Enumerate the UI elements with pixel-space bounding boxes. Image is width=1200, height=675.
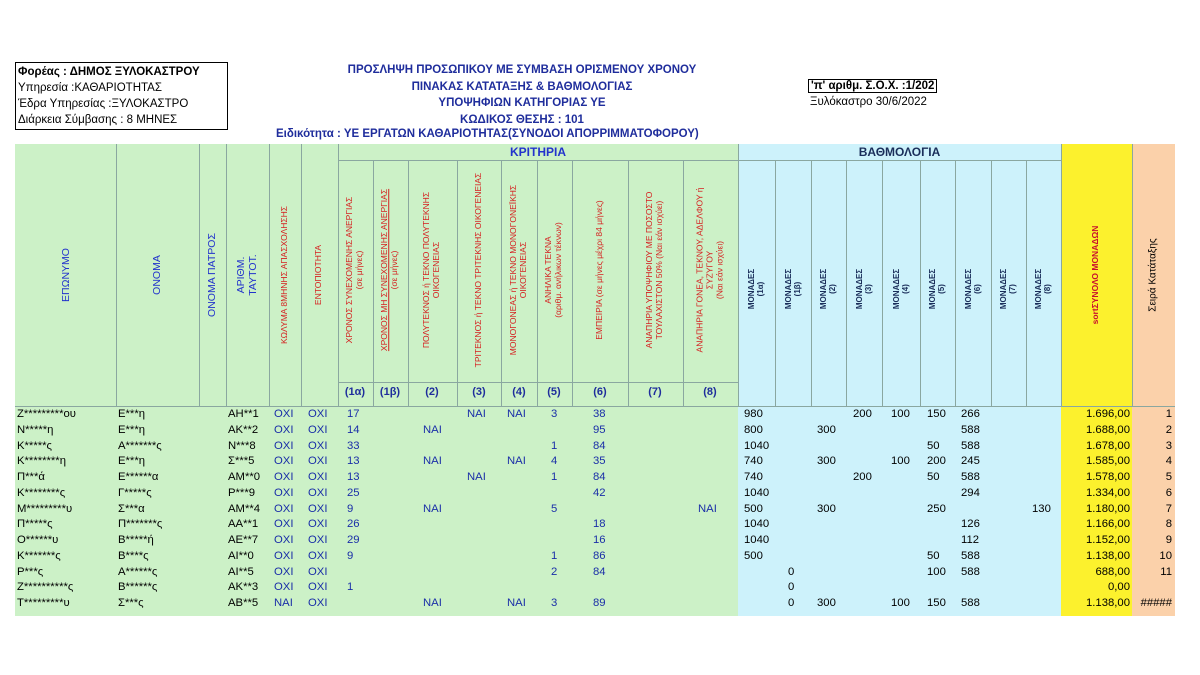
sox-number: 'π' αριθμ. Σ.Ο.Χ. :1/202 <box>808 79 937 93</box>
cell-name: Α*******ς <box>118 439 162 452</box>
cell-c8: ΝΑΙ <box>698 502 717 515</box>
header-line-2: ΠΙΝΑΚΑΣ ΚΑΤΑΤΑΞΗΣ & ΒΑΘΜΟΛΟΓΙΑΣ <box>411 80 633 93</box>
cell-u4: 100 <box>891 408 910 420</box>
units-num-4: (4) <box>901 284 910 294</box>
cell-rank: 11 <box>1160 565 1172 578</box>
cell-name: Ε***η <box>118 408 146 420</box>
cell-total: 688,00 <box>1095 565 1130 578</box>
cell-u1a: 500 <box>744 502 763 515</box>
cell-work: ΟΧΙ <box>274 486 294 499</box>
col-units-5 <box>928 269 946 309</box>
table-row <box>15 580 1175 596</box>
units-num-7: (7) <box>1008 284 1017 294</box>
cell-local: ΟΧΙ <box>308 565 328 578</box>
cell-c6: 89 <box>593 597 606 609</box>
cell-surname: Π***ά <box>17 471 45 483</box>
cell-c1a: 1 <box>347 581 354 594</box>
cell-u1b: 0 <box>788 581 795 594</box>
cell-local: ΟΧΙ <box>308 471 328 483</box>
cell-id: ΑΕ**7 <box>228 534 259 546</box>
cell-local: ΟΧΙ <box>308 549 328 562</box>
col-7-line2: ΤΟΥΛΑΧΙΣΤΟΝ 50% (Ναι εάν ισχύει) <box>654 200 664 340</box>
cell-u6: 245 <box>961 455 980 468</box>
cell-total: 1.585,00 <box>1086 455 1130 468</box>
cell-name: Ε***η <box>118 455 146 468</box>
cell-u5: 150 <box>927 597 946 609</box>
crit-num-8: (8) <box>703 386 717 398</box>
units-num-3: (3) <box>864 284 873 294</box>
cell-u6: 294 <box>961 486 980 499</box>
cell-u6: 588 <box>961 549 980 562</box>
cell-total: 1.152,00 <box>1086 534 1130 546</box>
col-2-line1: ΠΟΛΥΤΕΚΝΟΣ ή ΤΕΚΝΟ ΠΟΛΥΤΕΚΝΗΣ <box>421 191 432 349</box>
cell-c5: 3 <box>551 408 558 420</box>
cell-u5: 200 <box>927 455 946 468</box>
col-7 <box>645 192 665 349</box>
cell-name: Γ*****ς <box>118 486 152 499</box>
cell-u1a: 1040 <box>744 534 770 546</box>
cell-surname: Ο******υ <box>17 534 59 546</box>
cell-rank: 7 <box>1165 502 1172 515</box>
cell-c1a: 13 <box>347 471 360 483</box>
cell-c1a: 14 <box>347 423 360 436</box>
cell-c5: 4 <box>551 455 558 468</box>
cell-c1a: 13 <box>347 455 360 468</box>
header-line-1: ΠΡΟΣΛΗΨΗ ΠΡΟΣΩΠΙΚΟΥ ΜΕ ΣΥΜΒΑΣΗ ΟΡΙΣΜΕΝΟΥ ΧΡΟΝΟΥ <box>347 64 697 76</box>
cell-u6: 588 <box>961 423 980 436</box>
crit-num-3: (3) <box>472 386 486 398</box>
cell-id: ΑΑ**1 <box>228 518 259 531</box>
units-label-1a: ΜΟΝΑΔΕΣ <box>746 268 756 310</box>
cell-u6: 266 <box>961 408 980 420</box>
col-5-line1: ΑΝΗΛΙΚΑ ΤΕΚΝΑ <box>543 236 554 304</box>
cell-surname: Μ*********υ <box>17 502 73 515</box>
cell-surname: Κ********ς <box>17 486 66 499</box>
cell-c6: 35 <box>593 455 606 468</box>
col-3: ΤΡΙΤΕΚΝΟΣ ή ΤΕΚΝΟ ΤΡΙΤΕΚΝΗΣ ΟΙΚΟΓΕΝΕΙΑΣ <box>473 172 484 368</box>
cell-rank: 2 <box>1165 423 1172 436</box>
cell-c1a: 33 <box>347 439 360 452</box>
crit-num-2: (2) <box>425 386 439 398</box>
cell-c1a: 9 <box>347 502 354 515</box>
cell-u6: 588 <box>961 439 980 452</box>
cell-work: ΟΧΙ <box>274 471 294 483</box>
cell-c6: 18 <box>593 518 606 531</box>
col-units-1a <box>747 269 765 309</box>
cell-c5: 5 <box>551 502 558 515</box>
cell-u8: 130 <box>1032 502 1051 515</box>
cell-work: ΟΧΙ <box>274 502 294 515</box>
cell-surname: Κ********η <box>17 455 66 468</box>
ranking-table <box>15 144 1175 616</box>
specialty-title: Ειδικότητα : ΥΕ ΕΡΓΑΤΩΝ ΚΑΘΑΡΙΟΤΗΤΑΣ(ΣΥΝΟΔΟΙ ΑΠΟΡΡΙΜΜΑΤΟΦΟΡΟΥ) <box>276 128 699 140</box>
cell-local: ΟΧΙ <box>308 502 328 515</box>
cell-rank: 5 <box>1165 471 1172 483</box>
cell-surname: Κ*******ς <box>17 549 61 562</box>
cell-id: ΑΚ**2 <box>228 423 259 436</box>
cell-u5: 100 <box>927 565 946 578</box>
cell-local: ΟΧΙ <box>308 534 328 546</box>
col-1b-line2: (σε μήνες) <box>389 250 399 290</box>
cell-work: ΟΧΙ <box>274 408 294 420</box>
cell-name: Β****ς <box>118 549 149 562</box>
cell-u6: 126 <box>961 518 980 531</box>
cell-c6: 16 <box>593 534 606 546</box>
cell-u2: 300 <box>817 502 836 515</box>
cell-name: Ε******α <box>118 471 159 483</box>
cell-work: ΝΑΙ <box>274 597 293 609</box>
header-line-4: ΚΩΔΙΚΟΣ ΘΕΣΗΣ : 101 <box>460 113 584 126</box>
crit-num-6: (6) <box>593 386 607 398</box>
col-5-line2: (αριθμ. ανήλικων τέκνων) <box>553 222 563 318</box>
col-locality: ΕΝΤΟΠΙΟΤΗΤΑ <box>313 244 324 306</box>
cell-id: ΑΜ**0 <box>228 471 261 483</box>
cell-c5: 3 <box>551 597 558 609</box>
cell-c6: 42 <box>593 486 606 499</box>
cell-c1a: 25 <box>347 486 360 499</box>
cell-work: ΟΧΙ <box>274 439 294 452</box>
cell-c1a: 9 <box>347 549 354 562</box>
cell-c2: ΝΑΙ <box>423 423 442 436</box>
cell-name: Β*****ή <box>118 534 154 546</box>
cell-c1a: 17 <box>347 408 360 420</box>
units-label-1b: ΜΟΝΑΔΕΣ <box>783 268 793 310</box>
col-5 <box>544 222 564 318</box>
cell-u1b: 0 <box>788 597 795 609</box>
cell-id: ΑΙ**5 <box>228 565 254 578</box>
table-row <box>15 565 1175 581</box>
cell-local: ΟΧΙ <box>308 455 328 468</box>
crit-num-7: (7) <box>648 386 662 398</box>
cell-total: 1.334,00 <box>1086 486 1130 499</box>
cell-name: Σ***α <box>118 502 145 515</box>
cell-c6: 95 <box>593 423 606 436</box>
col-total: sortΣΥΝΟΛΟ ΜΟΝΑΔΩΝ <box>1090 225 1101 325</box>
cell-local: ΟΧΙ <box>308 597 328 609</box>
document-date: Ξυλόκαστρο 30/6/2022 <box>810 96 927 108</box>
cell-local: ΟΧΙ <box>308 423 328 436</box>
numbers-line <box>338 382 738 383</box>
cell-c2: ΝΑΙ <box>423 455 442 468</box>
col-work-block: ΚΩΛΥΜΑ 8ΜΗΝΗΣ ΑΠΑΣΧΟΛΗΣΗΣ <box>279 205 290 345</box>
col-units-7 <box>999 269 1017 309</box>
cell-u5: 50 <box>927 471 940 483</box>
cell-id: Ρ***9 <box>228 486 256 499</box>
units-num-8: (8) <box>1043 284 1052 294</box>
cell-u1a: 500 <box>744 549 763 562</box>
col-units-1b <box>784 269 802 309</box>
cell-c4: ΝΑΙ <box>507 455 526 468</box>
cell-c5: 1 <box>551 471 558 483</box>
header-center <box>348 62 697 128</box>
cell-id: Ν***8 <box>228 439 256 452</box>
cell-id: ΑΚ**3 <box>228 581 259 594</box>
col-units-6 <box>964 269 982 309</box>
cell-work: ΟΧΙ <box>274 423 294 436</box>
col-rank: Σειρά Κατάταξης <box>1147 238 1159 312</box>
units-num-2: (2) <box>828 284 837 294</box>
cell-id: ΑΜ**4 <box>228 502 261 515</box>
col-id-line1: ΑΡΙΘΜ. <box>234 256 247 294</box>
col-8-line1: ΑΝΑΠΗΡΙΑ ΓΟΝΕΑ, ΤΕΚΝΟΥ, ΑΔΕΛΦΟΥ ή <box>694 187 705 353</box>
units-num-1a: (1α) <box>756 281 765 297</box>
cell-work: ΟΧΙ <box>274 565 294 578</box>
cell-c2: ΝΑΙ <box>423 597 442 609</box>
cell-name: Σ***ς <box>118 597 144 609</box>
cell-u5: 50 <box>927 549 940 562</box>
cell-u2: 300 <box>817 423 836 436</box>
crit-num-4: (4) <box>512 386 526 398</box>
cell-work: ΟΧΙ <box>274 549 294 562</box>
cell-rank: 8 <box>1165 518 1172 531</box>
cell-c5: 2 <box>551 565 558 578</box>
cell-u5: 150 <box>927 408 946 420</box>
seat-label: Έδρα Υπηρεσίας :ΞΥΛΟΚΑΣΤΡΟ <box>18 98 189 110</box>
cell-c4: ΝΑΙ <box>507 408 526 420</box>
cell-total: 1.138,00 <box>1086 597 1130 609</box>
cell-rank: 6 <box>1165 486 1172 499</box>
table-row <box>15 454 1175 470</box>
table-row <box>15 470 1175 486</box>
col-4-line1: ΜΟΝΟΓΟΝΕΑΣ ή ΤΕΚΝΟ ΜΟΝΟΓΟΝΕΪΚΗΣ <box>508 184 519 356</box>
cell-c1a: 26 <box>347 518 360 531</box>
cell-c6: 86 <box>593 549 606 562</box>
cell-u4: 100 <box>891 597 910 609</box>
cell-u5: 250 <box>927 502 946 515</box>
cell-u6: 588 <box>961 597 980 609</box>
col-units-2 <box>819 269 837 309</box>
col-units-3 <box>855 269 873 309</box>
cell-surname: Τ*********υ <box>17 597 70 609</box>
col-8-line3: (Ναι εάν ισχύει) <box>713 240 724 300</box>
units-label-4: ΜΟΝΑΔΕΣ <box>891 268 901 310</box>
cell-c3: ΝΑΙ <box>467 471 486 483</box>
cell-u3: 200 <box>853 471 872 483</box>
cell-surname: Κ*****ς <box>17 439 52 452</box>
col-surname: ΕΠΩΝΥΜΟ <box>59 248 72 302</box>
table-row <box>15 423 1175 439</box>
col-1b-line1: ΧΡΟΝΟΣ ΜΗ ΣΥΝΕΧΟΜΕΝΗΣ ΑΝΕΡΓΙΑΣ <box>379 188 390 352</box>
cell-total: 1.180,00 <box>1086 502 1130 515</box>
col-1b <box>380 189 400 351</box>
cell-rank: ##### <box>1140 597 1172 609</box>
cell-local: ΟΧΙ <box>308 439 328 452</box>
cell-u1a: 980 <box>744 408 763 420</box>
cell-c6: 84 <box>593 471 606 483</box>
cell-work: ΟΧΙ <box>274 534 294 546</box>
cell-u6: 112 <box>961 534 980 546</box>
cell-name: Π*******ς <box>118 518 163 531</box>
cell-surname: Ζ**********ς <box>17 581 74 594</box>
units-num-5: (5) <box>937 284 946 294</box>
col-8-line2: ΣΥΖΥΓΟΥ <box>704 250 715 290</box>
cell-local: ΟΧΙ <box>308 518 328 531</box>
col-2-line2: ΟΙΚΟΓΕΝΕΙΑΣ <box>431 241 441 299</box>
cell-u2: 300 <box>817 455 836 468</box>
table-row <box>15 486 1175 502</box>
service-label: Υπηρεσία :ΚΑΘΑΡΙΟΤΗΤΑΣ <box>18 82 162 94</box>
criteria-group-title: ΚΡΙΤΗΡΙΑ <box>509 145 566 159</box>
header-left-box <box>15 62 228 130</box>
cell-total: 1.696,00 <box>1086 408 1130 420</box>
cell-c6: 84 <box>593 439 606 452</box>
cell-work: ΟΧΙ <box>274 581 294 594</box>
table-row <box>15 407 1175 423</box>
col-1a <box>345 197 365 344</box>
units-label-7: ΜΟΝΑΔΕΣ <box>998 268 1008 310</box>
cell-work: ΟΧΙ <box>274 455 294 468</box>
crit-num-5: (5) <box>547 386 561 398</box>
cell-u5: 50 <box>927 439 940 452</box>
cell-surname: Ρ***ς <box>17 565 44 578</box>
col-name: ΟΝΟΜΑ <box>150 255 163 295</box>
scoring-group-title: ΒΑΘΜΟΛΟΓΙΑ <box>858 145 941 159</box>
duration-label: Διάρκεια Σύμβασης : 8 ΜΗΝΕΣ <box>18 114 178 126</box>
cell-u6: 588 <box>961 565 980 578</box>
col-units-4 <box>892 269 910 309</box>
employer-label: Φορέας : ΔΗΜΟΣ ΞΥΛΟΚΑΣΤΡΟΥ <box>18 66 200 78</box>
cell-surname: Π*****ς <box>17 518 53 531</box>
cell-total: 0,00 <box>1108 581 1130 594</box>
cell-rank: 4 <box>1165 455 1172 468</box>
col-4-line2: ΟΙΚΟΓΕΝΕΙΑΣ <box>518 241 528 299</box>
cell-rank: 10 <box>1159 549 1172 562</box>
cell-id: ΑΙ**0 <box>228 549 254 562</box>
cell-surname: Ν*****η <box>17 423 54 436</box>
cell-id: ΑΗ**1 <box>228 408 259 420</box>
col-4 <box>509 185 529 355</box>
cell-total: 1.678,00 <box>1086 439 1130 452</box>
table-row <box>15 517 1175 533</box>
table-row <box>15 596 1175 612</box>
units-num-1b: (1β) <box>793 281 802 297</box>
cell-name: Α******ς <box>118 565 158 578</box>
cell-u3: 200 <box>853 408 872 420</box>
cell-c5: 1 <box>551 439 558 452</box>
col-1a-line2: (σε μήνες) <box>354 250 364 290</box>
units-label-8: ΜΟΝΑΔΕΣ <box>1033 268 1043 310</box>
cell-total: 1.578,00 <box>1086 471 1130 483</box>
header-line-3: ΥΠΟΨΗΦΙΩΝ ΚΑΤΗΓΟΡΙΑΣ ΥΕ <box>438 97 606 109</box>
table-row <box>15 549 1175 565</box>
col-2 <box>422 192 442 348</box>
cell-id: Σ***5 <box>228 455 255 468</box>
cell-u1a: 1040 <box>744 486 770 499</box>
cell-c1a: 29 <box>347 534 360 546</box>
cell-work: ΟΧΙ <box>274 518 294 531</box>
cell-surname: Ζ*********ου <box>17 408 76 420</box>
col-8 <box>695 188 724 353</box>
cell-id: ΑΒ**5 <box>228 597 259 609</box>
cell-total: 1.166,00 <box>1086 518 1130 531</box>
cell-c4: ΝΑΙ <box>507 597 526 609</box>
cell-u1a: 800 <box>744 423 763 436</box>
crit-num-1b: (1β) <box>379 386 401 398</box>
col-6: ΕΜΠΕΙΡΙΑ (σε μήνες μέχρι 84 μήνες) <box>594 200 605 340</box>
cell-local: ΟΧΙ <box>308 408 328 420</box>
scoring-group-line <box>738 160 1061 161</box>
cell-u2: 300 <box>817 597 836 609</box>
criteria-group-line <box>338 160 738 161</box>
cell-u1a: 740 <box>744 471 763 483</box>
col-1a-line1: ΧΡΟΝΟΣ ΣΥΝΕΧΟΜΕΝΗΣ ΑΝΕΡΓΙΑΣ <box>344 196 355 344</box>
col-father: ΟΝΟΜΑ ΠΑΤΡΟΣ <box>205 233 218 317</box>
table-row <box>15 502 1175 518</box>
cell-u4: 100 <box>891 455 910 468</box>
col-units-8 <box>1034 269 1052 309</box>
units-label-6: ΜΟΝΑΔΕΣ <box>963 268 973 310</box>
col-id-line2: ΤΑΥΤΟΤ. <box>247 254 259 296</box>
crit-num-1a: (1α) <box>344 386 366 398</box>
cell-c6: 38 <box>593 408 606 420</box>
cell-u1a: 1040 <box>744 518 770 531</box>
cell-total: 1.688,00 <box>1086 423 1130 436</box>
units-label-5: ΜΟΝΑΔΕΣ <box>927 268 937 310</box>
units-num-6: (6) <box>973 284 982 294</box>
cell-c6: 84 <box>593 565 606 578</box>
cell-u1a: 740 <box>744 455 763 468</box>
units-label-2: ΜΟΝΑΔΕΣ <box>818 268 828 310</box>
units-label-3: ΜΟΝΑΔΕΣ <box>854 268 864 310</box>
cell-c5: 1 <box>551 549 558 562</box>
cell-rank: 3 <box>1165 439 1172 452</box>
cell-c3: ΝΑΙ <box>467 408 486 420</box>
cell-c2: ΝΑΙ <box>423 502 442 515</box>
cell-local: ΟΧΙ <box>308 581 328 594</box>
cell-rank: 9 <box>1165 534 1172 546</box>
cell-u6: 588 <box>961 471 980 483</box>
table-row <box>15 439 1175 455</box>
cell-local: ΟΧΙ <box>308 486 328 499</box>
cell-u1b: 0 <box>788 565 795 578</box>
cell-name: Ε***η <box>118 423 146 436</box>
cell-rank: 1 <box>1165 408 1172 420</box>
col-7-line1: ΑΝΑΠΗΡΙΑ ΥΠΟΨΗΦΙΟΥ ΜΕ ΠΟΣΟΣΤΟ <box>644 191 655 349</box>
cell-total: 1.138,00 <box>1086 549 1130 562</box>
table-row <box>15 533 1175 549</box>
cell-name: Β******ς <box>118 581 158 594</box>
col-id <box>235 254 259 295</box>
cell-u1a: 1040 <box>744 439 770 452</box>
